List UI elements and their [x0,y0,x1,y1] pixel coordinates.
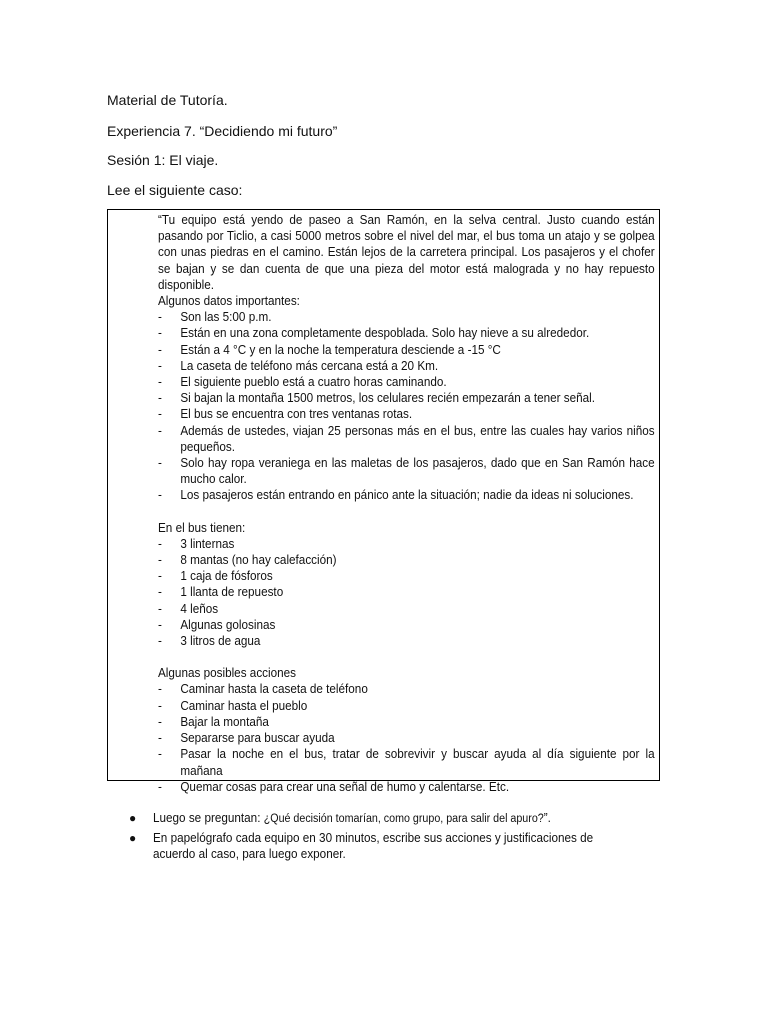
list-item-text: 1 caja de fósforos [180,569,273,584]
list-item [158,423,655,455]
list-item-text: 3 litros de agua [180,634,261,649]
list-item-text: Están en una zona completamente despoblada. Solo hay nieve a su alrededor. [180,326,590,341]
case-content [158,212,655,795]
list-item [158,358,655,374]
experience-title: Experiencia 7. “Decidiendo mi futuro” [107,123,338,139]
actions-title: Algunas posibles acciones [158,666,297,681]
facts-title: Algunos datos importantes: [158,294,300,309]
dash-marker: - [158,569,162,584]
items-title: En el bus tienen: [158,520,246,535]
actions-list [158,681,655,794]
dash-marker: - [158,779,162,794]
dash-marker: - [158,698,162,713]
dash-marker: - [158,407,162,422]
list-item-text: El siguiente pueblo está a cuatro horas caminando. [180,375,447,390]
bullet-icon: ● [129,830,137,845]
list-item [158,730,655,746]
list-item [158,698,655,714]
list-item-text: Algunas golosinas [180,617,276,632]
dash-marker: - [158,456,162,471]
task-bullets [129,810,669,865]
bullet-question: ¿Qué decisión tomarían, como grupo, para salir del apuro? [263,813,544,825]
dash-marker: - [158,747,162,762]
list-item-text: 1 llanta de repuesto [180,585,284,600]
dash-marker: - [158,682,162,697]
list-item [158,714,655,730]
dash-marker: - [158,585,162,600]
dash-marker: - [158,423,162,438]
list-item [158,390,655,406]
bullet-end: ”. [543,811,551,825]
list-item-text: Además de ustedes, viajan 25 personas más en el bus, entre las cuales hay varios niños pequeños. [180,423,655,454]
list-item [158,309,655,325]
facts-list [158,309,655,503]
list-item [158,536,655,552]
bullet-item [129,830,669,863]
list-item-text: Los pasajeros están entrando en pánico ante la situación; nadie da ideas ni soluciones. [180,488,634,503]
items-list [158,536,655,649]
dash-marker: - [158,391,162,406]
dash-marker: - [158,310,162,325]
dash-marker: - [158,358,162,373]
bullet-lead: Luego se preguntan: [153,811,264,825]
list-item-text: 3 linternas [180,536,235,551]
list-item [158,633,655,649]
dash-marker: - [158,617,162,632]
list-item [158,374,655,390]
list-item [158,342,655,358]
list-item [158,746,655,778]
dash-marker: - [158,375,162,390]
dash-marker: - [158,553,162,568]
dash-marker: - [158,326,162,341]
list-item-text: Son las 5:00 p.m. [180,310,272,325]
list-item [158,681,655,697]
list-item [158,455,655,487]
bullet-text: En papelógrafo cada equipo en 30 minutos, escribe sus acciones y justificaciones de acuerdo al caso, para luego exponer. [153,830,594,861]
bullet-item [129,810,669,828]
doc-title: Material de Tutoría. [107,92,228,108]
list-item [158,406,655,422]
instruction-text: Lee el siguiente caso: [107,182,243,198]
case-box [107,209,660,794]
list-item-text: 4 leños [180,601,219,616]
session-title: Sesión 1: El viaje. [107,152,219,168]
list-item [158,325,655,341]
list-item-text: Quemar cosas para crear una señal de humo y calentarse. Etc. [180,779,510,794]
list-item-text: Caminar hasta la caseta de teléfono [180,682,368,697]
list-item-text: La caseta de teléfono más cercana está a 20 Km. [180,358,439,373]
dash-marker: - [158,731,162,746]
dash-marker: - [158,342,162,357]
list-item-text: Solo hay ropa veraniega en las maletas de los pasajeros, dado que en San Ramón hace mucho calor. [180,456,655,487]
list-item [158,601,655,617]
list-item [158,568,655,584]
list-item-text: Bajar la montaña [180,714,269,729]
dash-marker: - [158,634,162,649]
bullet-text [153,810,633,828]
list-item-text: El bus se encuentra con tres ventanas rotas. [180,407,413,422]
list-item [158,584,655,600]
dash-marker: - [158,488,162,503]
list-item-text: Pasar la noche en el bus, tratar de sobrevivir y buscar ayuda al día siguiente por la mañana [180,747,655,778]
case-intro: “Tu equipo está yendo de paseo a San Ramón, en la selva central. Justo cuando están pasando por Ticlio, a casi 5000 metros sobre el nivel del mar, el bus toma un atajo y se golpea con unas piedras en el camino. Están lejos de la carretera principal. Los pasajeros y el chofer se bajan y se dan cuenta de que una pieza del motor está malograda y no hay repuesto disponible. [158,213,655,292]
list-item [158,779,655,795]
list-item [158,487,655,503]
list-item-text: Si bajan la montaña 1500 metros, los celulares recién empezarán a tener señal. [180,391,596,406]
list-item-text: 8 mantas (no hay calefacción) [180,553,337,568]
list-item-text: Caminar hasta el pueblo [180,698,308,713]
dash-marker: - [158,536,162,551]
list-item-text: Separarse para buscar ayuda [180,731,335,746]
dash-marker: - [158,601,162,616]
list-item [158,552,655,568]
dash-marker: - [158,714,162,729]
bullet-icon: ● [129,811,137,825]
list-item [158,617,655,633]
list-item-text: Están a 4 °C y en la noche la temperatura desciende a -15 °C [180,342,501,357]
